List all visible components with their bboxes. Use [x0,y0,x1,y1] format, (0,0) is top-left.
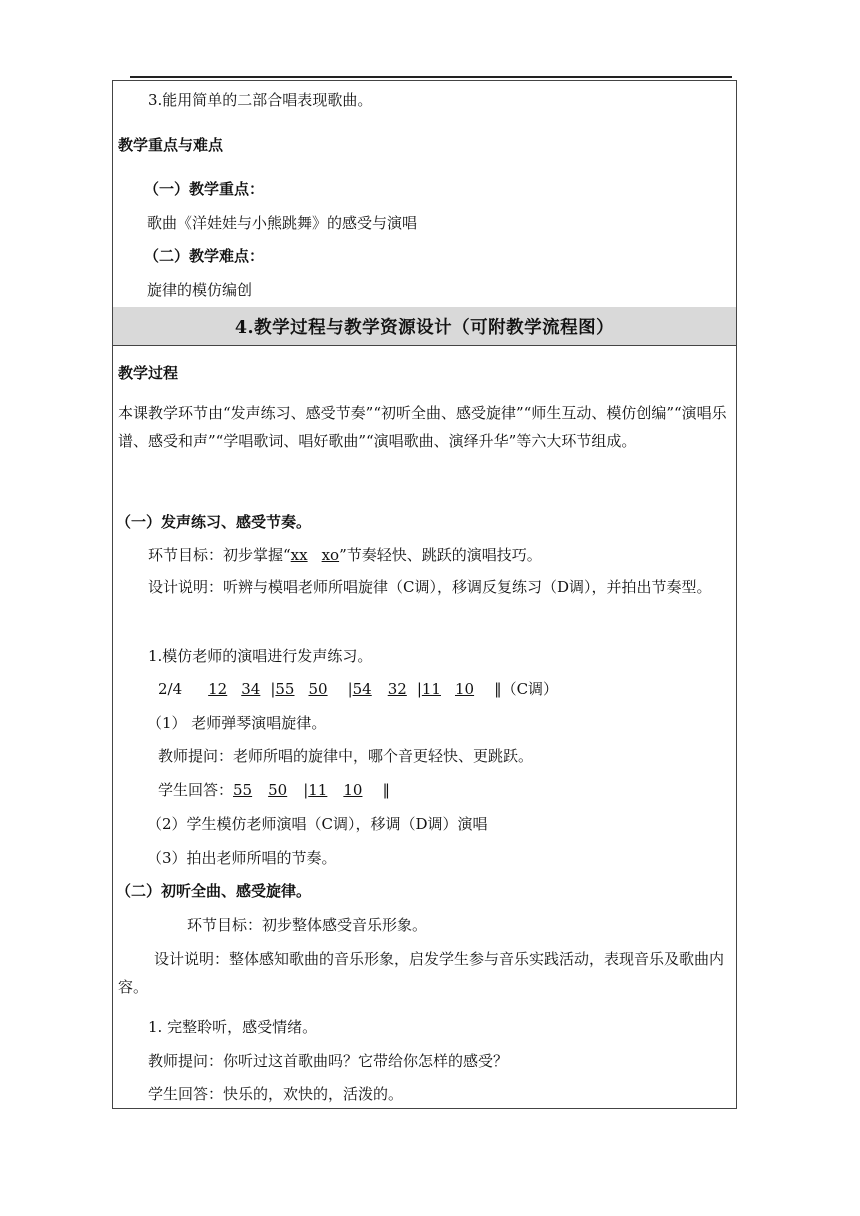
part2-step1: 1. 完整聆听，感受情绪。 [148,1018,318,1036]
section-title: 4.教学过程与教学资源设计（可附教学流程图） [234,317,615,338]
part1-step1: 1.模仿老师的演唱进行发声练习。 [148,647,373,665]
part1-sub1: （1） 老师弹琴演唱旋律。 [147,714,327,732]
process-overview: 本课教学环节由“发声练习、感受节奏”“初听全曲、感受旋律”“师生互动、模仿创编”“演唱乐谱、感受和声”“学唱歌词、唱好歌曲”“演唱歌曲、演绎升华”等六大环节组成。 [118,404,727,450]
key-point-heading: （一）教学重点： [144,180,265,198]
part1-design: 设计说明：听辨与模唱老师所唱旋律（C调），移调反复练习（D调），并拍出节奏型。 [148,578,712,596]
part1-answer: 学生回答：55 50 |11 10 ‖ [158,781,390,799]
part2-goal: 环节目标：初步整体感受音乐形象。 [187,916,428,934]
lesson-plan-table [112,80,737,1109]
part1-goal: 环节目标：初步掌握“xx xo”节奏轻快、跳跃的演唱技巧。 [148,546,542,564]
part2-design: 设计说明：整体感知歌曲的音乐形象，启发学生参与音乐实践活动，表现音乐及歌曲内容。 [118,950,725,996]
header-rule [130,76,732,78]
part2-question: 教师提问：你听过这首歌曲吗？它带给你怎样的感受？ [148,1052,509,1070]
difficulty-heading: （二）教学难点： [144,247,265,265]
section-title-banner [113,307,736,345]
part2-answer: 学生回答：快乐的，欢快的，活泼的。 [148,1085,404,1103]
process-heading: 教学过程 [118,364,179,382]
part1-question: 教师提问：老师所唱的旋律中，哪个音更轻快、更跳跃。 [158,747,534,765]
part2-title: （二）初听全曲、感受旋律。 [116,882,312,900]
difficulty-text: 旋律的模仿编创 [147,281,253,299]
part1-title: （一）发声练习、感受节奏。 [116,513,312,531]
part1-notation: 2/4 12 34 |55 50 |54 32 |11 10 ‖（C调） [158,680,559,698]
objective-3: 3.能用简单的二部合唱表现歌曲。 [148,91,373,109]
part1-sub2: （2）学生模仿老师演唱（C调），移调（D调）演唱 [147,815,488,833]
key-point-text: 歌曲《洋娃娃与小熊跳舞》的感受与演唱 [147,214,418,232]
section-divider-bottom [113,345,736,346]
focus-heading: 教学重点与难点 [118,136,224,154]
part1-sub3: （3）拍出老师所唱的节奏。 [147,849,337,867]
